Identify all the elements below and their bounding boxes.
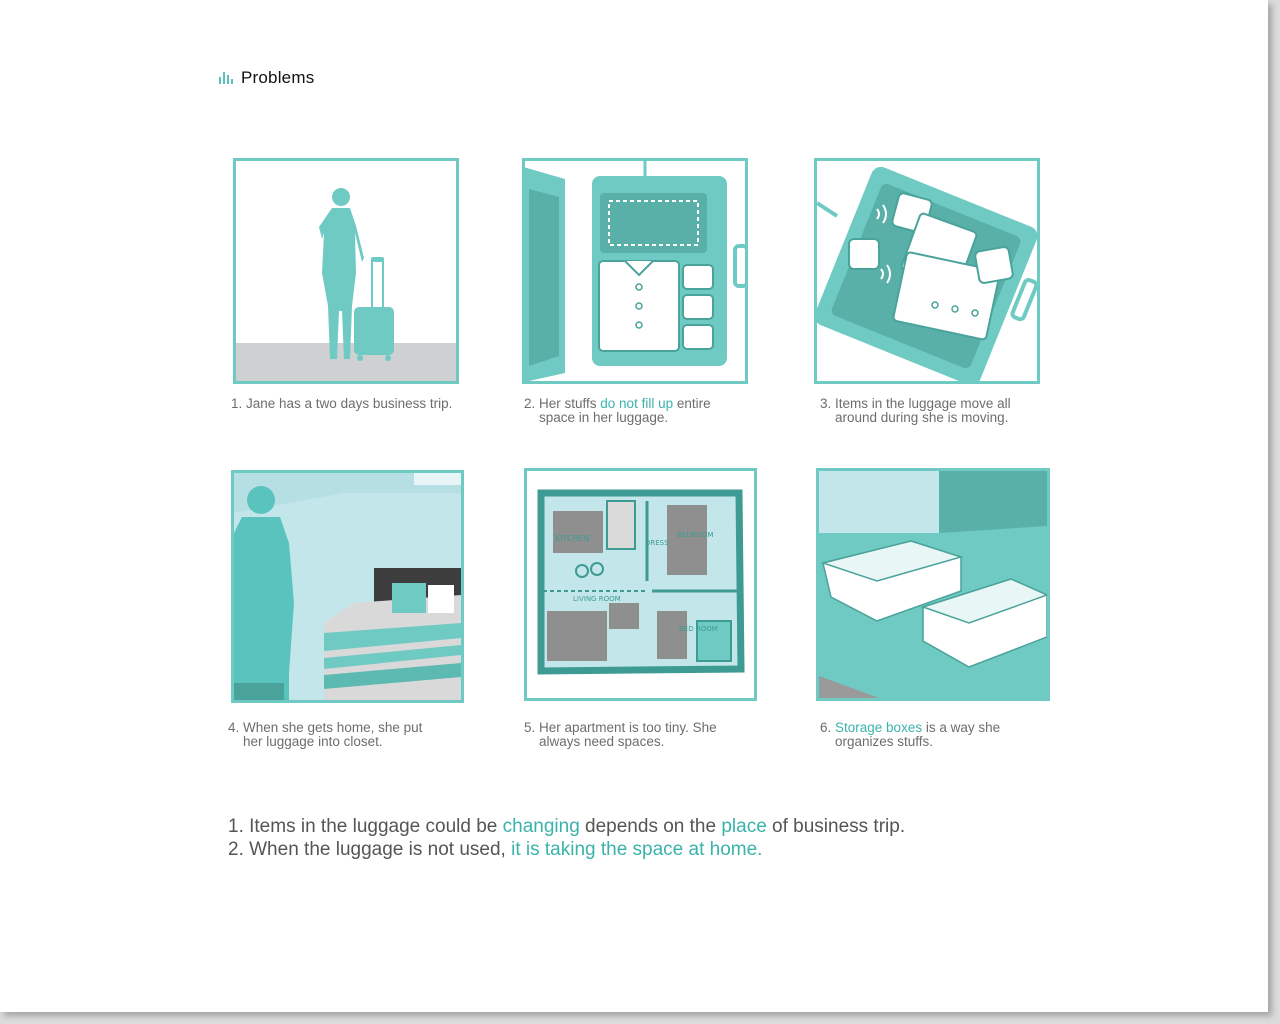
page-title: Problems: [241, 68, 315, 87]
illustration-luggage-space: [522, 158, 748, 384]
illustration-bedroom: [231, 470, 464, 703]
bed-room-label: BED ROOM: [679, 625, 718, 633]
summary: [228, 815, 905, 861]
illustration-floor-plan: [524, 468, 757, 701]
illustration-items-moving: [814, 158, 1040, 384]
storage-boxes-illustration: [819, 471, 1047, 698]
caption-1: 1. Jane has a two days business trip.: [231, 396, 453, 411]
living-room-label: LIVING ROOM: [573, 595, 621, 603]
caption-4: 4. When she gets home, she put her luggage into closet.: [228, 720, 423, 749]
section-header: [219, 66, 314, 90]
caption-2: 2. Her stuffs do not fill up entire space in her luggage.: [524, 396, 711, 425]
open-suitcase-illustration: [525, 161, 745, 381]
caption-3: 3. Items in the luggage move all around during she is moving.: [820, 396, 1011, 425]
kitchen-label: KITCHEN: [555, 534, 590, 543]
woman-in-bedroom-illustration: [234, 473, 461, 700]
woman-with-suitcase-illustration: [236, 161, 456, 381]
summary-line-1: 1. Items in the luggage could be changing depends on the place of business trip.: [228, 816, 906, 837]
dress-label: DRESS: [645, 539, 669, 547]
caption-6: 6. Storage boxes is a way she organizes stuffs.: [820, 720, 1001, 749]
caption-5: 5. Her apartment is too tiny. She always need spaces.: [524, 720, 717, 749]
illustration-business-trip: [233, 158, 459, 384]
caption-2-highlight: do not fill up: [600, 396, 674, 411]
summary-line-2: 2. When the luggage is not used, it is taking the space at home.: [228, 839, 763, 860]
bedroom-label: BEDROOM: [677, 531, 714, 539]
bars-icon: [219, 72, 233, 84]
caption-6-highlight: Storage boxes: [835, 720, 923, 735]
floor-plan-illustration: [527, 471, 754, 698]
tilted-suitcase-illustration: [817, 161, 1037, 381]
illustration-storage-boxes: [816, 468, 1050, 701]
